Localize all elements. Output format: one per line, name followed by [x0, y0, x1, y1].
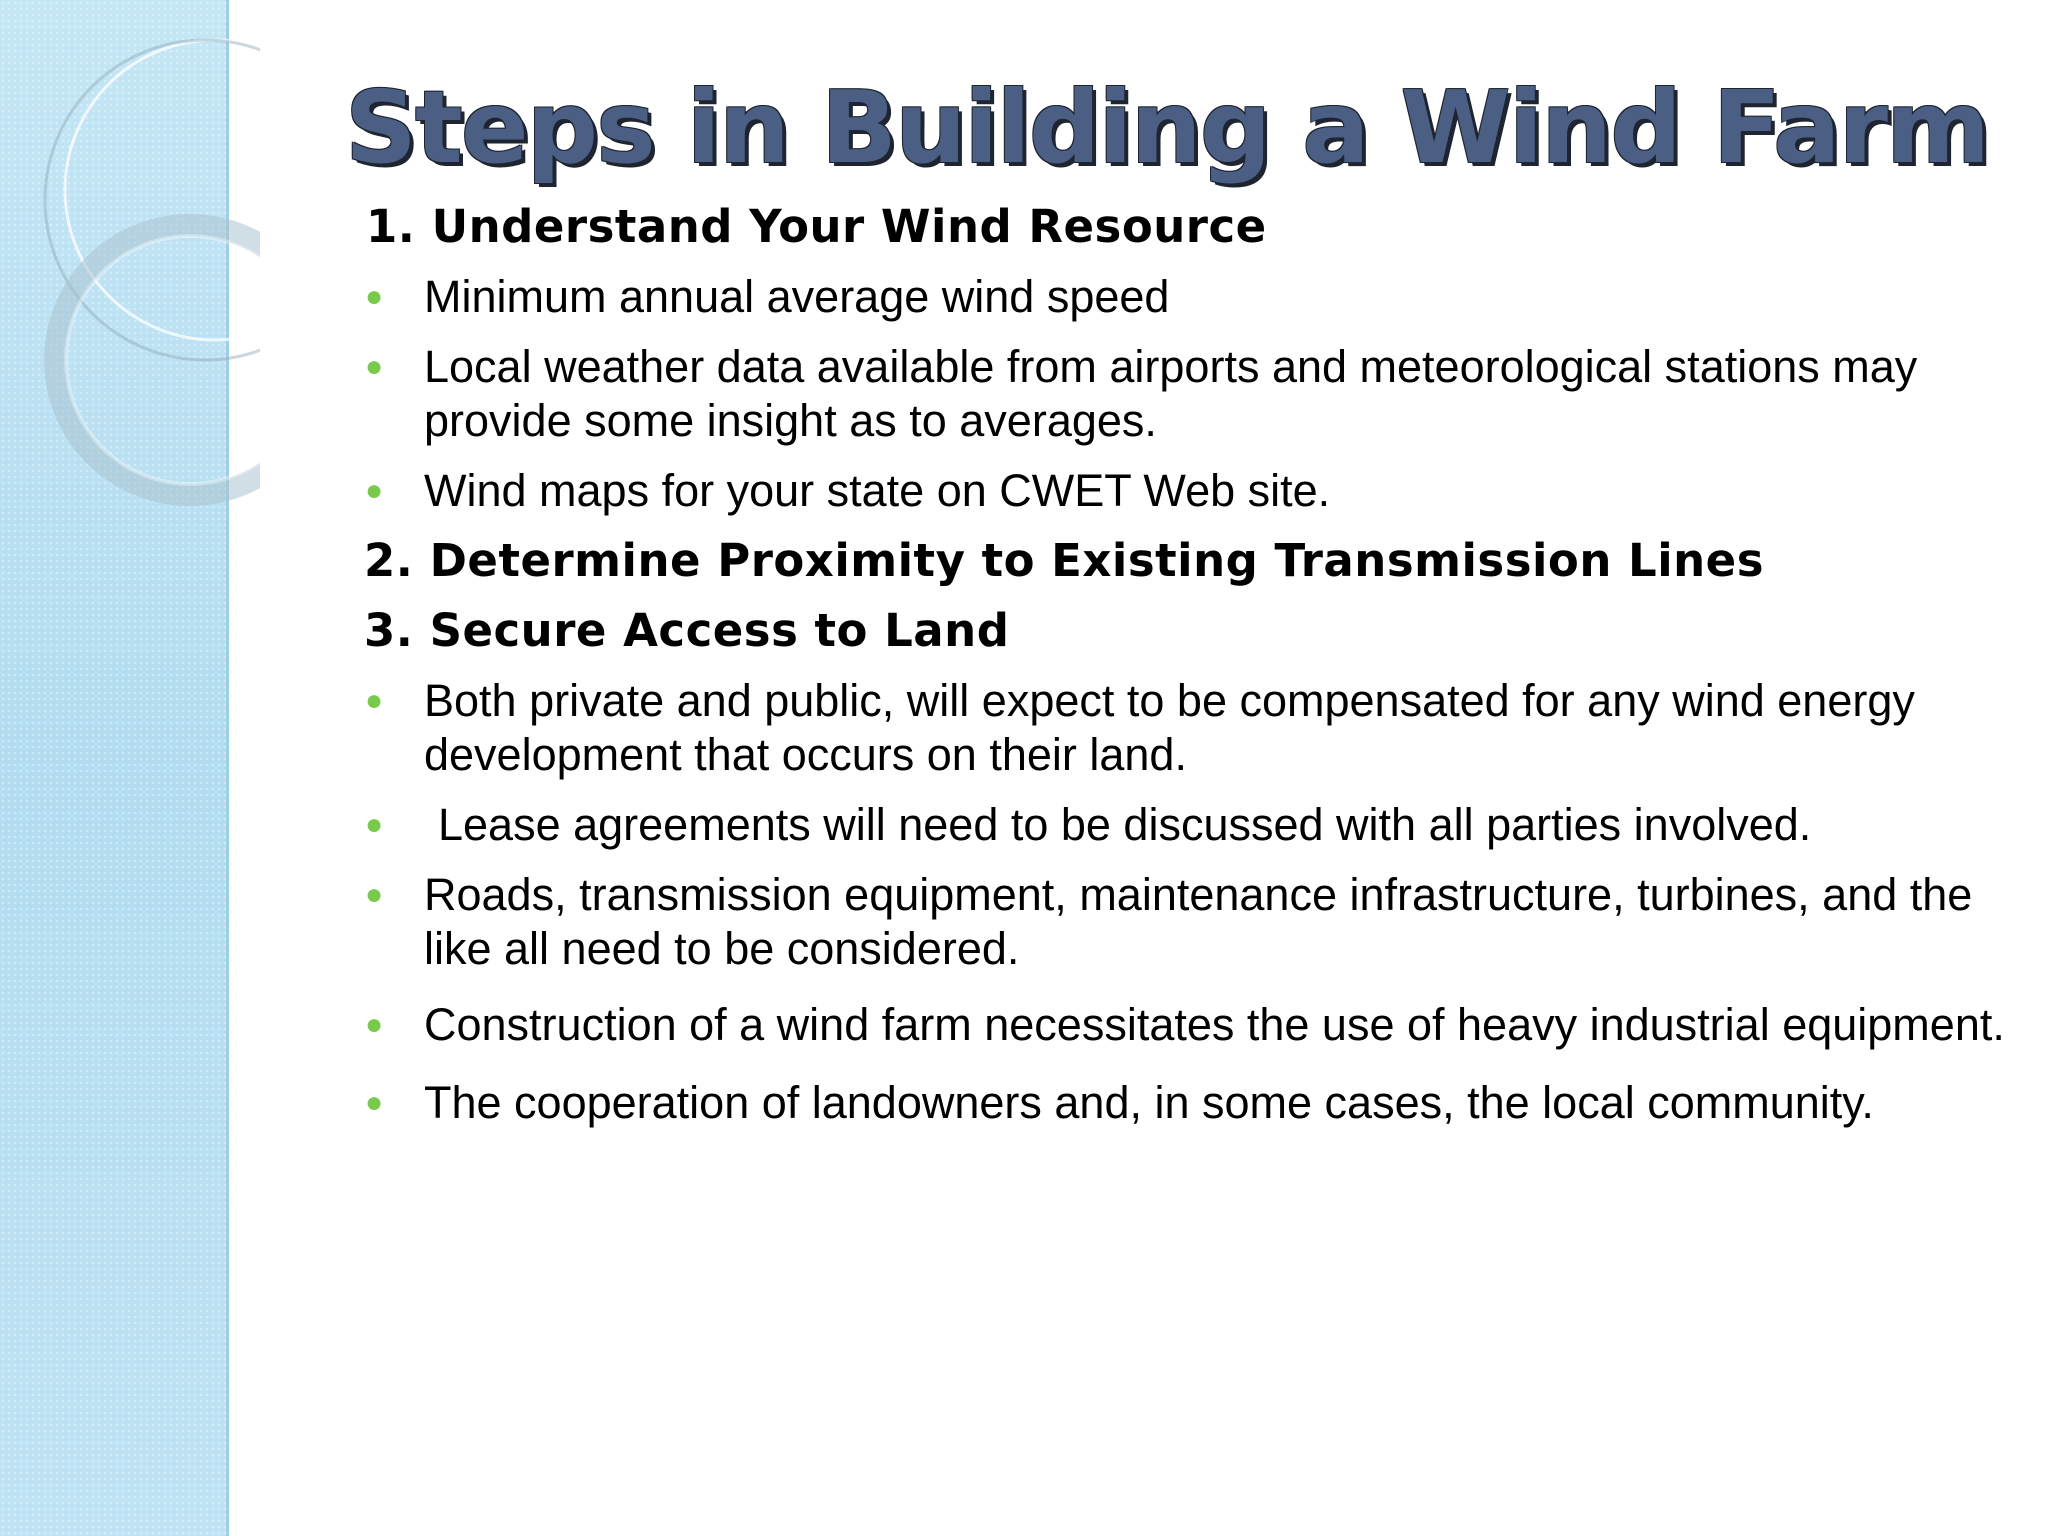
bullet-text: Both private and public, will expect to be compensated for any wind energy development that occurs on their land. [424, 675, 1915, 780]
bullet-dot-icon: ● [365, 474, 384, 507]
bullet-text: The cooperation of landowners and, in some cases, the local community. [424, 1077, 1874, 1128]
list-item [345, 674, 2024, 782]
list-item [345, 798, 2024, 852]
bullet-text: Roads, transmission equipment, maintenance infrastructure, turbines, and the like all need to be considered. [424, 869, 1973, 974]
bullet-text: Local weather data available from airports and meteorological stations may provide some insight as to averages. [424, 341, 1918, 446]
list-item [345, 868, 2024, 976]
list-item [345, 340, 2024, 448]
bullet-dot-icon: ● [365, 684, 384, 717]
bullet-dot-icon: ● [365, 808, 384, 841]
bullet-text: Minimum annual average wind speed [424, 271, 1170, 322]
list-item [345, 992, 2024, 1058]
slide-content [345, 62, 2005, 1148]
bullet-text: Lease agreements will need to be discussed with all parties involved. [438, 799, 1812, 850]
list-item [345, 1070, 2024, 1136]
bullet-dot-icon: ● [365, 1008, 384, 1041]
step-heading-3: 3. Secure Access to Land [364, 604, 1010, 657]
step-heading-2: 2. Determine Proximity to Existing Transmission Lines [364, 534, 1764, 587]
bullet-dot-icon: ● [365, 1086, 384, 1119]
list-item [345, 270, 2024, 324]
content-list [345, 200, 2005, 1136]
side-band-edge [226, 0, 229, 1536]
bullet-dot-icon: ● [365, 350, 384, 383]
bullet-text: Construction of a wind farm necessitates the use of heavy industrial equipment. [424, 999, 2005, 1050]
decorative-side-band [0, 0, 226, 1536]
list-item [345, 464, 2024, 518]
step-heading-1: 1. Understand Your Wind Resource [366, 200, 1267, 253]
bullet-dot-icon: ● [365, 280, 384, 313]
slide-title: Steps in Building a Wind Farm [345, 69, 1989, 186]
bullet-text: Wind maps for your state on CWET Web site. [424, 465, 1331, 516]
bullet-dot-icon: ● [365, 878, 384, 911]
